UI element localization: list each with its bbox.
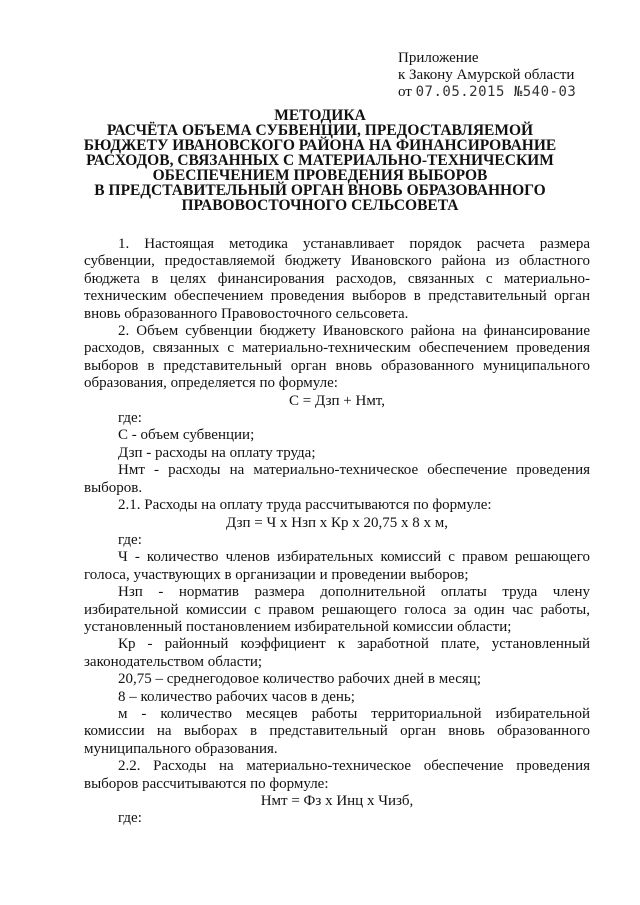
definition-dzp: Дзп - расходы на оплату труда;	[118, 444, 316, 461]
registration-stamp: 07.05.2015 №540-03	[415, 84, 577, 100]
document-body	[84, 236, 590, 828]
paragraph-1: 1. Настоящая методика устанавливает порядок расчета размера субвенции, предоставляемой бюджету Ивановского района из областного бюджета в целях финансирования расходов, связанных с материально-техническим обеспечением проведения выборов в представительный орган вновь образованного Правовосточного сельсовета.	[84, 236, 590, 322]
formula-material: Нмт = Фз х Инц х Чизб,	[260, 793, 414, 809]
formula-subsidy: С = Дзп + Нмт,	[289, 392, 385, 409]
paragraph-2: 2. Объем субвенции бюджету Ивановского района на финансирование расходов, связанных с материально-техническим обеспечением проведения выборов в представительный орган вновь образованного муниципального образования, определяется по формуле:	[84, 323, 590, 392]
appendix-block	[398, 50, 576, 101]
definition-kr: Кр - районный коэффициент к заработной плате, установленный законодательством области;	[84, 636, 590, 670]
title-line: РАСЧЁТА ОБЪЕМА СУБВЕНЦИИ, ПРЕДОСТАВЛЯЕМОЙ	[106, 122, 534, 139]
definition-2075: 20,75 – среднегодовое количество рабочих дней в месяц;	[118, 671, 482, 688]
appendix-line-3	[398, 84, 576, 101]
appendix-date-prefix: от	[398, 84, 412, 100]
title-line: РАСХОДОВ, СВЯЗАННЫХ С МАТЕРИАЛЬНО-ТЕХНИЧЕСКИМ	[86, 152, 554, 169]
formula-labor: Дзп = Ч х Нзп х Кр х 20,75 х 8 х м,	[225, 514, 449, 531]
paragraph-2-2: 2.2. Расходы на материально-техническое обеспечение проведения выборов рассчитываются по формуле:	[84, 758, 590, 792]
title-line: В ПРЕДСТАВИТЕЛЬНЫЙ ОРГАН ВНОВЬ ОБРАЗОВАННОГО	[94, 182, 546, 199]
definition-c: С - объем субвенции;	[118, 427, 255, 444]
document-title	[40, 108, 600, 213]
definition-ch: Ч - количество членов избирательных комиссий с правом решающего голоса, участвующих в организации и проведении выборов;	[84, 549, 590, 583]
paragraph-2-1: 2.1. Расходы на оплату труда рассчитываются по формуле:	[118, 497, 492, 514]
definition-nmt: Нмт - расходы на материально-техническое обеспечение проведения выборов.	[84, 462, 590, 496]
definition-nzp: Нзп - норматив размера дополнительной оплаты труда члену избирательной комиссии с правом решающего голоса за один час работы, установленный постановлением избирательной комиссии области;	[84, 584, 590, 635]
title-line: МЕТОДИКА	[274, 107, 366, 124]
appendix-line-2: к Закону Амурской области	[398, 67, 575, 83]
title-line: БЮДЖЕТУ ИВАНОВСКОГО РАЙОНА НА ФИНАНСИРОВАНИЕ	[83, 137, 557, 154]
where-label: где:	[118, 810, 142, 827]
title-line: ОБЕСПЕЧЕНИЕМ ПРОВЕДЕНИЯ ВЫБОРОВ	[152, 167, 488, 184]
definition-8: 8 – количество рабочих часов в день;	[118, 688, 355, 705]
appendix-line-1: Приложение	[398, 50, 479, 66]
where-label: где:	[118, 410, 142, 427]
where-label: где:	[118, 531, 142, 548]
definition-m: м - количество месяцев работы территориальной избирательной комиссии на выборах в представительный орган вновь образованного муниципального образования.	[84, 705, 590, 757]
title-line: ПРАВОВОСТОЧНОГО СЕЛЬСОВЕТА	[181, 197, 459, 214]
